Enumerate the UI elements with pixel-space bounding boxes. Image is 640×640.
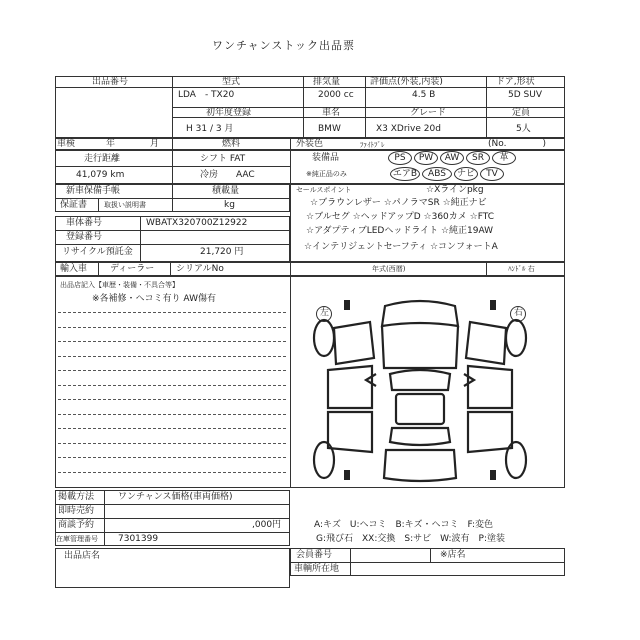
diagram-left-label: 左 xyxy=(320,308,330,318)
notes-line-1: ※各補修・ヘコミ有り AW傷有 xyxy=(92,294,216,304)
car-name-value: BMW xyxy=(318,124,341,134)
equipment-item: ナビ xyxy=(454,167,478,181)
model-type-label: 型式 xyxy=(222,77,241,87)
dealer-label: ディーラー xyxy=(110,264,155,274)
rating-value: 4.5 B xyxy=(412,90,436,100)
notes-label: 出品店記入【車歴・装備・不具合等】 xyxy=(60,281,179,289)
diagram-right-label: 右 xyxy=(514,308,524,318)
grade-value: X3 XDrive 20d xyxy=(376,124,441,134)
shop-name-label: ※店名 xyxy=(440,550,466,560)
ac-label: 冷房 AAC xyxy=(200,170,255,180)
new-car-warranty-label: 新車保備手帳 xyxy=(66,186,121,196)
fuel-label: 燃料 xyxy=(222,139,241,149)
store-name-label: 出品店名 xyxy=(64,551,101,561)
equipment-item: ABS xyxy=(422,167,452,181)
stock-number-value: 7301399 xyxy=(118,534,159,544)
warranty-label: 保証書 xyxy=(60,200,88,210)
note-line xyxy=(58,414,286,415)
capacity-label: 定員 xyxy=(512,108,531,118)
recycle-deposit-label: リサイクル預託金 xyxy=(62,247,133,257)
negotiation-reserve-value: ,000円 xyxy=(252,520,282,530)
recycle-deposit-value: 21,720 円 xyxy=(200,247,244,257)
page-title: ワンチャンストック出品票 xyxy=(212,39,356,52)
note-line xyxy=(58,341,286,342)
equipment-item: AW xyxy=(440,151,464,165)
load-capacity-unit: kg xyxy=(224,200,235,210)
vehicle-location-label: 車輌所在地 xyxy=(294,564,340,574)
load-capacity-label: 積載量 xyxy=(212,186,240,196)
instant-sale-label: 即時売約 xyxy=(58,506,95,516)
sales-point-line-5: ☆インテリジェントセーフティ ☆コンフォートA xyxy=(304,242,498,252)
grade-label: グレード xyxy=(410,108,447,118)
displacement-value: 2000 cc xyxy=(318,90,354,100)
displacement-label: 排気量 xyxy=(313,77,341,87)
note-line xyxy=(58,443,286,444)
color-number: (No. ) xyxy=(488,139,546,149)
sales-point-line-3: ☆ブルセグ ☆ヘッドアップD ☆360カメ ☆FTC xyxy=(306,212,494,222)
sales-point-line-1: ☆Xラインpkg xyxy=(426,185,484,195)
first-reg-value: H 31 / 3 月 xyxy=(186,124,234,134)
import-car-label: 輸入車 xyxy=(60,264,88,274)
rating-label: 評価点(外装,内装) xyxy=(370,77,443,87)
chassis-number-label: 車体番号 xyxy=(66,218,103,228)
exterior-color-label: 外装色 xyxy=(296,139,324,149)
shift-label: シフト FAT xyxy=(200,154,246,164)
capacity-value: 5人 xyxy=(516,124,531,134)
inspection-label: 車検 xyxy=(57,139,76,149)
note-line xyxy=(58,327,286,328)
note-line xyxy=(58,385,286,386)
car-damage-diagram xyxy=(300,292,540,488)
listing-method-label: 掲載方法 xyxy=(58,492,95,502)
model-year-label: 年式(西暦) xyxy=(372,265,406,273)
note-line xyxy=(58,356,286,357)
mileage-value: 41,079 km xyxy=(76,170,125,180)
sales-points-label: セールスポイント xyxy=(296,186,352,194)
registration-number-label: 登録番号 xyxy=(66,232,103,242)
sales-point-line-2: ☆ブラウンレザー ☆パノラマSR ☆純正ナビ xyxy=(310,198,487,208)
note-line xyxy=(58,312,286,313)
damage-legend-line-2: G:飛び石 XX:交換 S:サビ W:波有 P:塗装 xyxy=(316,534,505,544)
inspection-year: 年 xyxy=(106,139,116,149)
mileage-label: 走行距離 xyxy=(84,154,121,164)
equipment-item: エアB xyxy=(390,167,420,181)
listing-method-value: ワンチャンス価格(車両価格) xyxy=(118,492,233,502)
manual-label: 取扱い説明書 xyxy=(104,201,146,209)
model-type-value: LDA - TX20 xyxy=(178,90,235,100)
note-line xyxy=(58,457,286,458)
exterior-color-value: ﾌｧｲﾄﾌﾞﾚ xyxy=(360,141,385,149)
equipment-item: PW xyxy=(414,151,438,165)
damage-legend-line-1: A:キズ U:ヘコミ B:キズ・ヘコミ F:変色 xyxy=(314,520,494,530)
note-line xyxy=(58,370,286,371)
door-label: ドア,形状 xyxy=(496,77,535,87)
note-line xyxy=(58,472,286,473)
serial-number-label: シリアルNo xyxy=(176,264,224,274)
negotiation-reserve-label: 商談予約 xyxy=(58,520,95,530)
lot-number-label: 出品番号 xyxy=(92,77,129,87)
first-reg-label: 初年度登録 xyxy=(206,108,252,118)
door-value: 5D SUV xyxy=(508,90,542,100)
steering-label: ﾊﾝﾄﾞﾙ 右 xyxy=(508,265,535,273)
equipment-item: PS xyxy=(388,151,412,165)
equipment-label: 装備品 xyxy=(312,153,340,163)
stock-number-label: 在庫管理番号 xyxy=(56,535,98,543)
chassis-number-value: WBATX320700Z12922 xyxy=(146,218,248,228)
member-number-label: 会員番号 xyxy=(296,550,333,560)
equipment-item: SR xyxy=(466,151,490,165)
equipment-note: ※純正品のみ xyxy=(306,170,347,178)
equipment-item: TV xyxy=(480,167,504,181)
note-line xyxy=(58,428,286,429)
note-line xyxy=(58,399,286,400)
car-name-label: 車名 xyxy=(322,108,341,118)
sales-point-line-4: ☆アダプティブLEDヘッドライト ☆純正19AW xyxy=(306,226,494,236)
equipment-item: 革 xyxy=(492,151,516,165)
inspection-month: 月 xyxy=(150,139,160,149)
